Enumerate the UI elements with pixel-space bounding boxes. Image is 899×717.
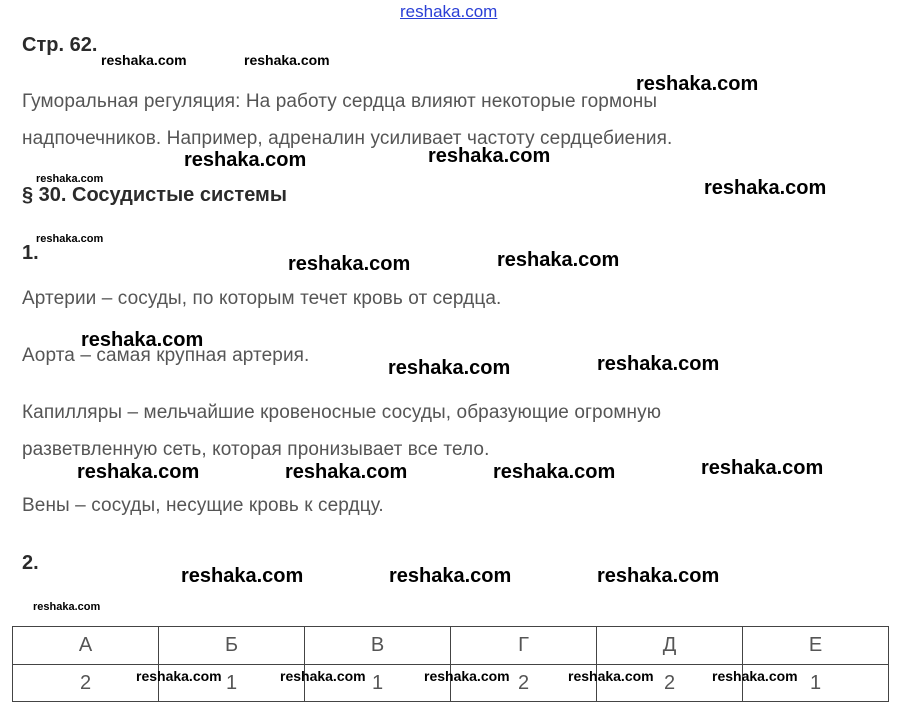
answer-header-cell: А [13, 627, 159, 665]
watermark: reshaka.com [77, 461, 200, 483]
watermark: reshaka.com [81, 329, 204, 351]
answer-value-cell: 1 [159, 665, 305, 702]
watermark: reshaka.com [136, 668, 222, 684]
watermark: reshaka.com [497, 249, 620, 271]
watermark: reshaka.com [244, 52, 330, 68]
watermark: reshaka.com [36, 173, 104, 185]
watermark: reshaka.com [704, 177, 827, 199]
task1-line-arteries: Артерии – сосуды, по которым течет кровь от сердца. [22, 288, 502, 309]
section-title: § 30. Сосудистые системы [22, 184, 287, 206]
page-heading: Стр. 62. [22, 34, 98, 56]
watermark: reshaka.com [181, 565, 304, 587]
answer-value-cell: 2 [451, 665, 597, 702]
answer-header-cell: Г [451, 627, 597, 665]
watermark: reshaka.com [288, 253, 411, 275]
task2-number: 2. [22, 552, 39, 574]
watermark: reshaka.com [33, 601, 101, 613]
watermark: reshaka.com [388, 357, 511, 379]
answer-value-cell: 1 [743, 665, 889, 702]
task1-line-veins: Вены – сосуды, несущие кровь к сердцу. [22, 495, 384, 516]
watermark: reshaka.com [285, 461, 408, 483]
task1-line-aorta: Аорта – самая крупная артерия. [22, 345, 310, 366]
watermark: reshaka.com [389, 565, 512, 587]
watermark: reshaka.com [36, 233, 104, 245]
watermark: reshaka.com [280, 668, 366, 684]
site-link[interactable]: reshaka.com [400, 2, 498, 21]
watermark: reshaka.com [101, 52, 187, 68]
answer-table-header-row [13, 627, 889, 665]
task1-line-capillaries: Капилляры – мельчайшие кровеносные сосуды, образующие огромную [22, 402, 662, 423]
watermark: reshaka.com [597, 565, 720, 587]
watermark: reshaka.com [424, 668, 510, 684]
humoral-line-1: Гуморальная регуляция: На работу сердца влияют некоторые гормоны [22, 91, 658, 112]
answer-value-cell: 2 [597, 665, 743, 702]
task1-number: 1. [22, 242, 39, 264]
watermark: reshaka.com [712, 668, 798, 684]
watermark: reshaka.com [701, 457, 824, 479]
answer-header-cell: В [305, 627, 451, 665]
humoral-line-2: надпочечников. Например, адреналин усиливает частоту сердцебиения. [22, 128, 673, 149]
watermark: reshaka.com [597, 353, 720, 375]
watermark: reshaka.com [428, 145, 551, 167]
watermark: reshaka.com [184, 149, 307, 171]
watermark: reshaka.com [493, 461, 616, 483]
watermark: reshaka.com [636, 73, 759, 95]
answer-header-cell: Д [597, 627, 743, 665]
task1-line-capillaries-cont: разветвленную сеть, которая пронизывает все тело. [22, 439, 490, 460]
answer-header-cell: Е [743, 627, 889, 665]
answer-table [12, 626, 889, 702]
answer-value-cell: 2 [13, 665, 159, 702]
answer-value-cell: 1 [305, 665, 451, 702]
watermark: reshaka.com [568, 668, 654, 684]
answer-header-cell: Б [159, 627, 305, 665]
